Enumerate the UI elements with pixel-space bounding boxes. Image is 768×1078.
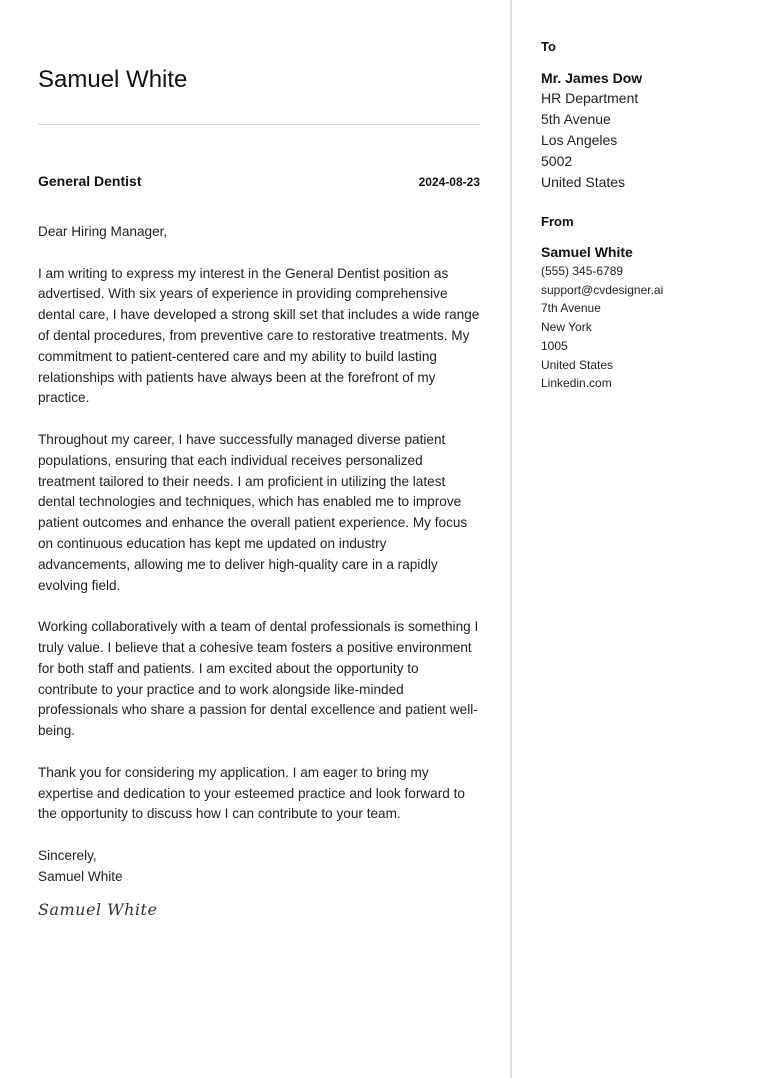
recipient-address-line: 5th Avenue: [541, 111, 611, 127]
letter-date: 2024-08-23: [418, 175, 480, 189]
job-title-row: [38, 173, 480, 189]
handwritten-signature: Samuel White: [38, 899, 158, 919]
to-heading: To: [541, 39, 556, 54]
sender-country: United States: [541, 357, 614, 372]
letter-paragraph-4: Thank you for considering my application. I am eager to bring my expertise and dedication to your esteemed practice and look forward to the opportunity to discuss how I can contribute to your team.: [38, 764, 465, 822]
sender-phone: (555) 345-6789: [541, 264, 624, 278]
letter-paragraph-2: Throughout my career, I have successfully managed diverse patient populations, ensuring that each individual receives personalized treatment tailored to their needs. I am proficient in utilizing the latest dental technologies and techniques, which has enabled me to improve patient outcomes and enhance the overall patient experience. My focus on continuous education has kept me updated on industry advancements, allowing me to deliver high-quality care in a rapidly evolving field.: [38, 431, 468, 593]
recipient-address: [541, 88, 761, 193]
sender-linkedin: Linkedin.com: [541, 376, 612, 391]
applicant-name: Samuel White: [38, 66, 188, 93]
sender-postal-code: 1005: [541, 338, 568, 353]
sender-email: support@cvdesigner.ai: [541, 282, 664, 297]
letter-closing-name: Samuel White: [38, 868, 123, 884]
sender-city: New York: [541, 320, 592, 335]
recipient-name: Mr. James Dow: [541, 70, 643, 86]
letter-paragraph-3: Working collaboratively with a team of dental professionals is something I truly value. I believe that a cohesive team fosters a positive environment for both staff and patients. I am excited about the opportunity to contribute to your practice and to work alongside like-minded professionals who share a passion for dental excellence and patient well-being.: [38, 619, 479, 739]
address-sidebar-content: [541, 38, 761, 393]
sender-street: 7th Avenue: [541, 301, 601, 316]
header-divider: [38, 124, 480, 125]
recipient-address-line: Los Angeles: [541, 132, 618, 148]
letter-paragraph-1: I am writing to express my interest in the General Dentist position as advertised. With six years of experience in providing comprehensive dental care, I have developed a strong skill set that includes a wide range of dental procedures, from preventive care to restorative treatments. My commitment to patient-centered care and my ability to build lasting relationships with patients have always been at the forefront of my practice.: [38, 265, 480, 406]
letter-greeting: Dear Hiring Manager,: [38, 224, 168, 239]
sender-contact: [541, 262, 761, 393]
from-heading: From: [541, 214, 574, 229]
recipient-address-line: 5002: [541, 153, 573, 169]
job-title: General Dentist: [38, 173, 142, 189]
recipient-address-line: HR Department: [541, 90, 639, 106]
letter-body: [38, 222, 480, 920]
recipient-address-line: United States: [541, 174, 626, 190]
address-sidebar: [510, 0, 768, 1078]
letter-closing: Sincerely,: [38, 847, 97, 863]
sender-name: Samuel White: [541, 244, 633, 260]
